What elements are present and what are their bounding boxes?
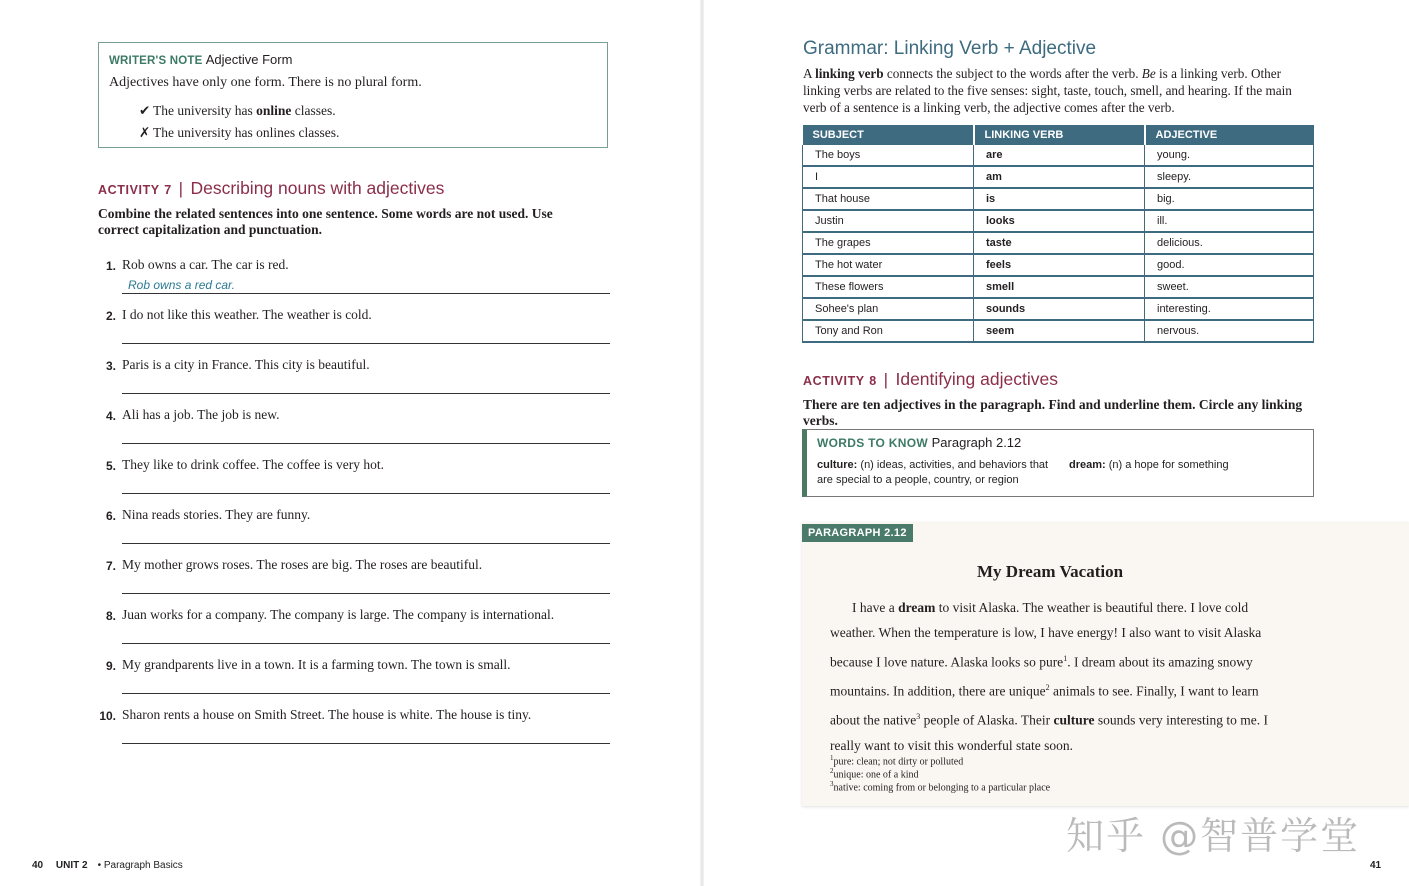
paragraph-tag: PARAGRAPH 2.12	[802, 524, 913, 542]
linking-verb-table	[802, 125, 1314, 343]
adjective-cell: delicious.	[1145, 232, 1314, 254]
writers-note-title: WRITER'S NOTE Adjective Form	[109, 52, 293, 67]
subject-cell: The hot water	[803, 254, 974, 276]
subject-cell: The boys	[803, 145, 974, 166]
left-footer: 40 UNIT 2 • Paragraph Basics	[32, 860, 183, 871]
answer-line[interactable]	[122, 593, 610, 594]
definition-dream: dream: (n) a hope for something	[1069, 459, 1229, 471]
item-number: 10.	[99, 709, 116, 723]
subject-cell: These flowers	[803, 276, 974, 298]
verb-cell: are	[974, 145, 1145, 166]
writers-note-body: Adjectives have only one form. There is no plural form.	[109, 75, 422, 90]
item-prompt: Ali has a job. The job is new.	[122, 407, 280, 422]
verb-cell: taste	[974, 232, 1145, 254]
header-linking-verb: LINKING VERB	[974, 125, 1145, 145]
adjective-cell: sleepy.	[1145, 166, 1314, 188]
adjective-cell: sweet.	[1145, 276, 1314, 298]
adjective-cell: ill.	[1145, 210, 1314, 232]
adjective-cell: good.	[1145, 254, 1314, 276]
table-row	[803, 188, 1314, 210]
footnote-2: $^2$unique: one of a kind	[830, 767, 919, 781]
subject-cell: That house	[803, 188, 974, 210]
table-row	[803, 232, 1314, 254]
answer-line[interactable]	[122, 293, 610, 294]
subject-cell: Justin	[803, 210, 974, 232]
item-prompt: Rob owns a car. The car is red.	[122, 257, 289, 272]
activity-7-instructions: Combine the related sentences into one sentence. Some words are not used. Use correct capitalization and punctuation.	[98, 206, 553, 237]
incorrect-example: ✗ The university has onlines classes.	[139, 125, 340, 140]
paragraph-title: My Dream Vacation	[977, 562, 1124, 581]
verb-cell: seem	[974, 320, 1145, 342]
correct-example: ✔ The university has online classes.	[139, 103, 336, 118]
adjective-cell: young.	[1145, 145, 1314, 166]
table-header-row	[803, 125, 1314, 145]
item-answer[interactable]: Rob owns a red car.	[128, 278, 235, 292]
item-prompt: Nina reads stories. They are funny.	[122, 507, 311, 522]
verb-cell: looks	[974, 210, 1145, 232]
item-prompt: My grandparents live in a town. It is a farming town. The town is small.	[122, 657, 511, 672]
verb-cell: sounds	[974, 298, 1145, 320]
answer-line[interactable]	[122, 743, 610, 744]
subject-cell: I	[803, 166, 974, 188]
table-row	[803, 254, 1314, 276]
header-adjective: ADJECTIVE	[1145, 125, 1314, 145]
item-prompt: Paris is a city in France. This city is beautiful.	[122, 357, 370, 372]
subject-cell: Tony and Ron	[803, 320, 974, 342]
item-prompt: My mother grows roses. The roses are big. The roses are beautiful.	[122, 557, 483, 572]
answer-line[interactable]	[122, 393, 610, 394]
item-number: 6.	[105, 509, 116, 523]
table-row	[803, 320, 1314, 342]
answer-line[interactable]	[122, 693, 610, 694]
subject-cell: The grapes	[803, 232, 974, 254]
activity-8-instructions: There are ten adjectives in the paragraph. Find and underline them. Circle any linking verbs.	[803, 397, 1303, 428]
item-prompt: Sharon rents a house on Smith Street. The house is white. The house is tiny.	[122, 707, 532, 722]
table-row	[803, 276, 1314, 298]
item-number: 1.	[105, 259, 116, 273]
watermark: 知乎 @智普学堂	[1066, 814, 1361, 858]
verb-cell: feels	[974, 254, 1145, 276]
definition-culture: culture: (n) ideas, activities, and behaviors that are special to a people, country, or region	[817, 459, 1049, 486]
footnote-3: $^3$native: coming from or belonging to a particular place	[830, 780, 1051, 794]
adjective-cell: big.	[1145, 188, 1314, 210]
words-to-know-box	[802, 429, 1314, 497]
page-number-left: 40	[32, 860, 44, 871]
answer-line[interactable]	[122, 343, 610, 344]
writers-note-box	[98, 42, 608, 148]
verb-cell: am	[974, 166, 1145, 188]
check-icon: ✔	[139, 103, 151, 118]
words-to-know-heading: WORDS TO KNOW Paragraph 2.12	[817, 435, 1022, 450]
cross-icon: ✗	[139, 125, 151, 140]
answer-line[interactable]	[122, 643, 610, 644]
answer-line[interactable]	[122, 543, 610, 544]
table-row	[803, 210, 1314, 232]
writers-note-tag: WRITER'S NOTE	[109, 55, 203, 67]
table-row	[803, 145, 1314, 166]
item-number: 3.	[105, 359, 116, 373]
item-prompt: They like to drink coffee. The coffee is very hot.	[122, 457, 385, 472]
table-row	[803, 298, 1314, 320]
item-number: 5.	[105, 459, 116, 473]
answer-line[interactable]	[122, 493, 610, 494]
item-prompt: Juan works for a company. The company is large. The company is international.	[122, 607, 555, 622]
grammar-intro: A linking verb connects the subject to the words after the verb. Be is a linking verb. Other linking verbs are related to the five senses: sight, taste, touch, smell, and hearing. If the main verb of a sentence is a linking verb, the adjective comes after the verb.	[803, 66, 1292, 115]
page-number-right: 41	[1370, 860, 1382, 871]
grammar-title: Grammar: Linking Verb + Adjective	[803, 38, 1097, 59]
item-number: 8.	[105, 609, 116, 623]
item-number: 9.	[105, 659, 116, 673]
verb-cell: is	[974, 188, 1145, 210]
paragraph-text: I have a dream to visit Alaska. The weather is beautiful there. I love cold weather. When the temperature is low, I have energy! I also want to visit Alaska because I love nature. Alaska looks so pure$^1$. I dream about its amazing snowy mountains. In addition, there are unique$^2$ animals to see. Finally, I want to learn about the native$^3$ people of Alaska. Their culture sounds very interesting to me. I really want to visit this wonderful state soon.	[830, 600, 1269, 753]
adjective-cell: interesting.	[1145, 298, 1314, 320]
header-subject: SUBJECT	[803, 125, 974, 145]
activity-7-heading: ACTIVITY 7 | Describing nouns with adjectives	[98, 178, 445, 198]
subject-cell: Sohee's plan	[803, 298, 974, 320]
item-number: 2.	[105, 309, 116, 323]
item-number: 7.	[105, 559, 116, 573]
table-row	[803, 166, 1314, 188]
answer-line[interactable]	[122, 443, 610, 444]
adjective-cell: nervous.	[1145, 320, 1314, 342]
activity-8-heading: ACTIVITY 8 | Identifying adjectives	[803, 369, 1058, 389]
verb-cell: smell	[974, 276, 1145, 298]
item-number: 4.	[105, 409, 116, 423]
footnote-1: $^1$pure: clean; not dirty or polluted	[830, 754, 964, 768]
item-prompt: I do not like this weather. The weather is cold.	[122, 307, 372, 322]
